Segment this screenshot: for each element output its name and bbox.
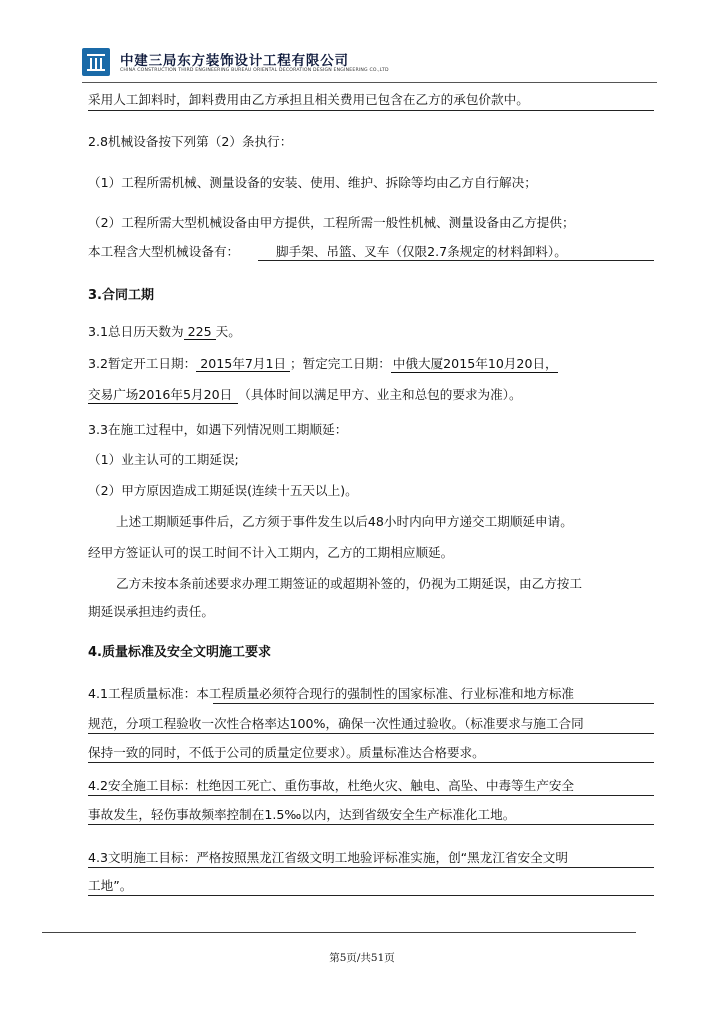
clause-3-2-cont: 交易广场2016年5月20日 （具体时间以满足甲方、业主和总包的要求为准）。 [88, 387, 522, 402]
footer-divider [42, 932, 636, 933]
underline-rule [213, 703, 654, 704]
total-days: 225 [184, 324, 216, 340]
company-name: 中建三局东方装饰设计工程有限公司 [120, 53, 349, 69]
clause-3-3: 3.3在施工过程中，如遇下列情况则工期顺延： [88, 422, 348, 437]
clause-3-2: 3.2暂定开工日期： 2015年7月1日 ；暂定完工日期： 中俄大厦2015年10月20日， [88, 356, 558, 371]
clause-4-1-cont: 规范，分项工程验收一次性合格率达100%，确保一次性通过验收。（标准要求与施工合同 [88, 716, 584, 731]
paragraph-line: 期延误承担违约责任。 [88, 604, 214, 619]
clause-4-2-cont: 事故发生，轻伤事故频率控制在1.5‰以内，达到省级安全生产标准化工地。 [88, 807, 516, 822]
clause-3-3-item-2: （2）甲方原因造成工期延误(连续十五天以上)。 [88, 483, 358, 498]
clause-4-1-cont: 保持一致的同时，不低于公司的质量定位要求）。质量标准达合格要求。 [88, 745, 485, 760]
underline-rule [88, 110, 654, 111]
underline-rule [88, 762, 654, 763]
underline-rule [88, 867, 654, 868]
start-date: 2015年7月1日 [196, 356, 290, 372]
end-date-2: 交易广场2016年5月20日 [88, 387, 238, 404]
clause-2-8: 2.8机械设备按下列第（2）条执行： [88, 134, 293, 149]
clause-4-3: 4.3文明施工目标：严格按照黑龙江省级文明工地验评标准实施，创“黑龙江省安全文明 [88, 850, 568, 865]
clause-2-8-item-1: （1）工程所需机械、测量设备的安装、使用、维护、拆除等均由乙方自行解决； [88, 175, 537, 190]
clause-4-1: 4.1工程质量标准：本工程质量必须符合现行的强制性的国家标准、行业标准和地方标准 [88, 686, 574, 701]
equipment-line: 本工程含大型机械设备有： [88, 244, 240, 259]
page-header [82, 44, 662, 80]
section-heading-3: 3.合同工期 [88, 288, 154, 303]
clause-3-3-item-1: （1）业主认可的工期延误; [88, 452, 239, 467]
clause-4-3-cont: 工地”。 [88, 878, 133, 893]
header-divider [82, 82, 657, 83]
clause-3-1: 3.1总日历天数为 225 天。 [88, 324, 241, 339]
underline-rule [88, 795, 654, 796]
clause-2-8-item-2: （2）工程所需大型机械设备由甲方提供，工程所需一般性机械、测量设备由乙方提供； [88, 215, 575, 230]
end-date-1: 中俄大厦2015年10月20日， [392, 356, 558, 371]
paragraph-line: 经甲方签证认可的误工时间不计入工期内，乙方的工期相应顺延。 [88, 545, 454, 560]
paragraph-line: 乙方未按本条前述要求办理工期签证的或超期补签的，仍视为工期延误，由乙方按工 [116, 576, 582, 591]
company-name-english: CHINA CONSTRUCTION THIRD ENGINEERING BUREAU ORIENTAL DECORATION DESIGN ENGINEERING CO.,LTD [120, 68, 389, 73]
underline-rule [258, 260, 654, 261]
section-heading-4: 4.质量标准及安全文明施工要求 [88, 645, 271, 660]
paragraph-line: 上述工期顺延事件后，乙方须于事件发生以后48小时内向甲方递交工期顺延申请。 [116, 514, 573, 529]
underline-rule [88, 895, 654, 896]
company-logo [82, 48, 110, 76]
underline-rule [88, 824, 654, 825]
equipment-list: 脚手架、吊篮、叉车（仅限2.7条规定的材料卸料）。 [276, 244, 567, 259]
page-number: 第5页/共51页 [329, 952, 395, 964]
clause-4-2: 4.2安全施工目标：杜绝因工死亡、重伤事故，杜绝火灾、触电、高坠、中毒等生产安全 [88, 778, 574, 793]
paragraph-line: 采用人工卸料时，卸料费用由乙方承担且相关费用已包含在乙方的承包价款中。 [88, 92, 529, 107]
underline-rule [88, 733, 654, 734]
